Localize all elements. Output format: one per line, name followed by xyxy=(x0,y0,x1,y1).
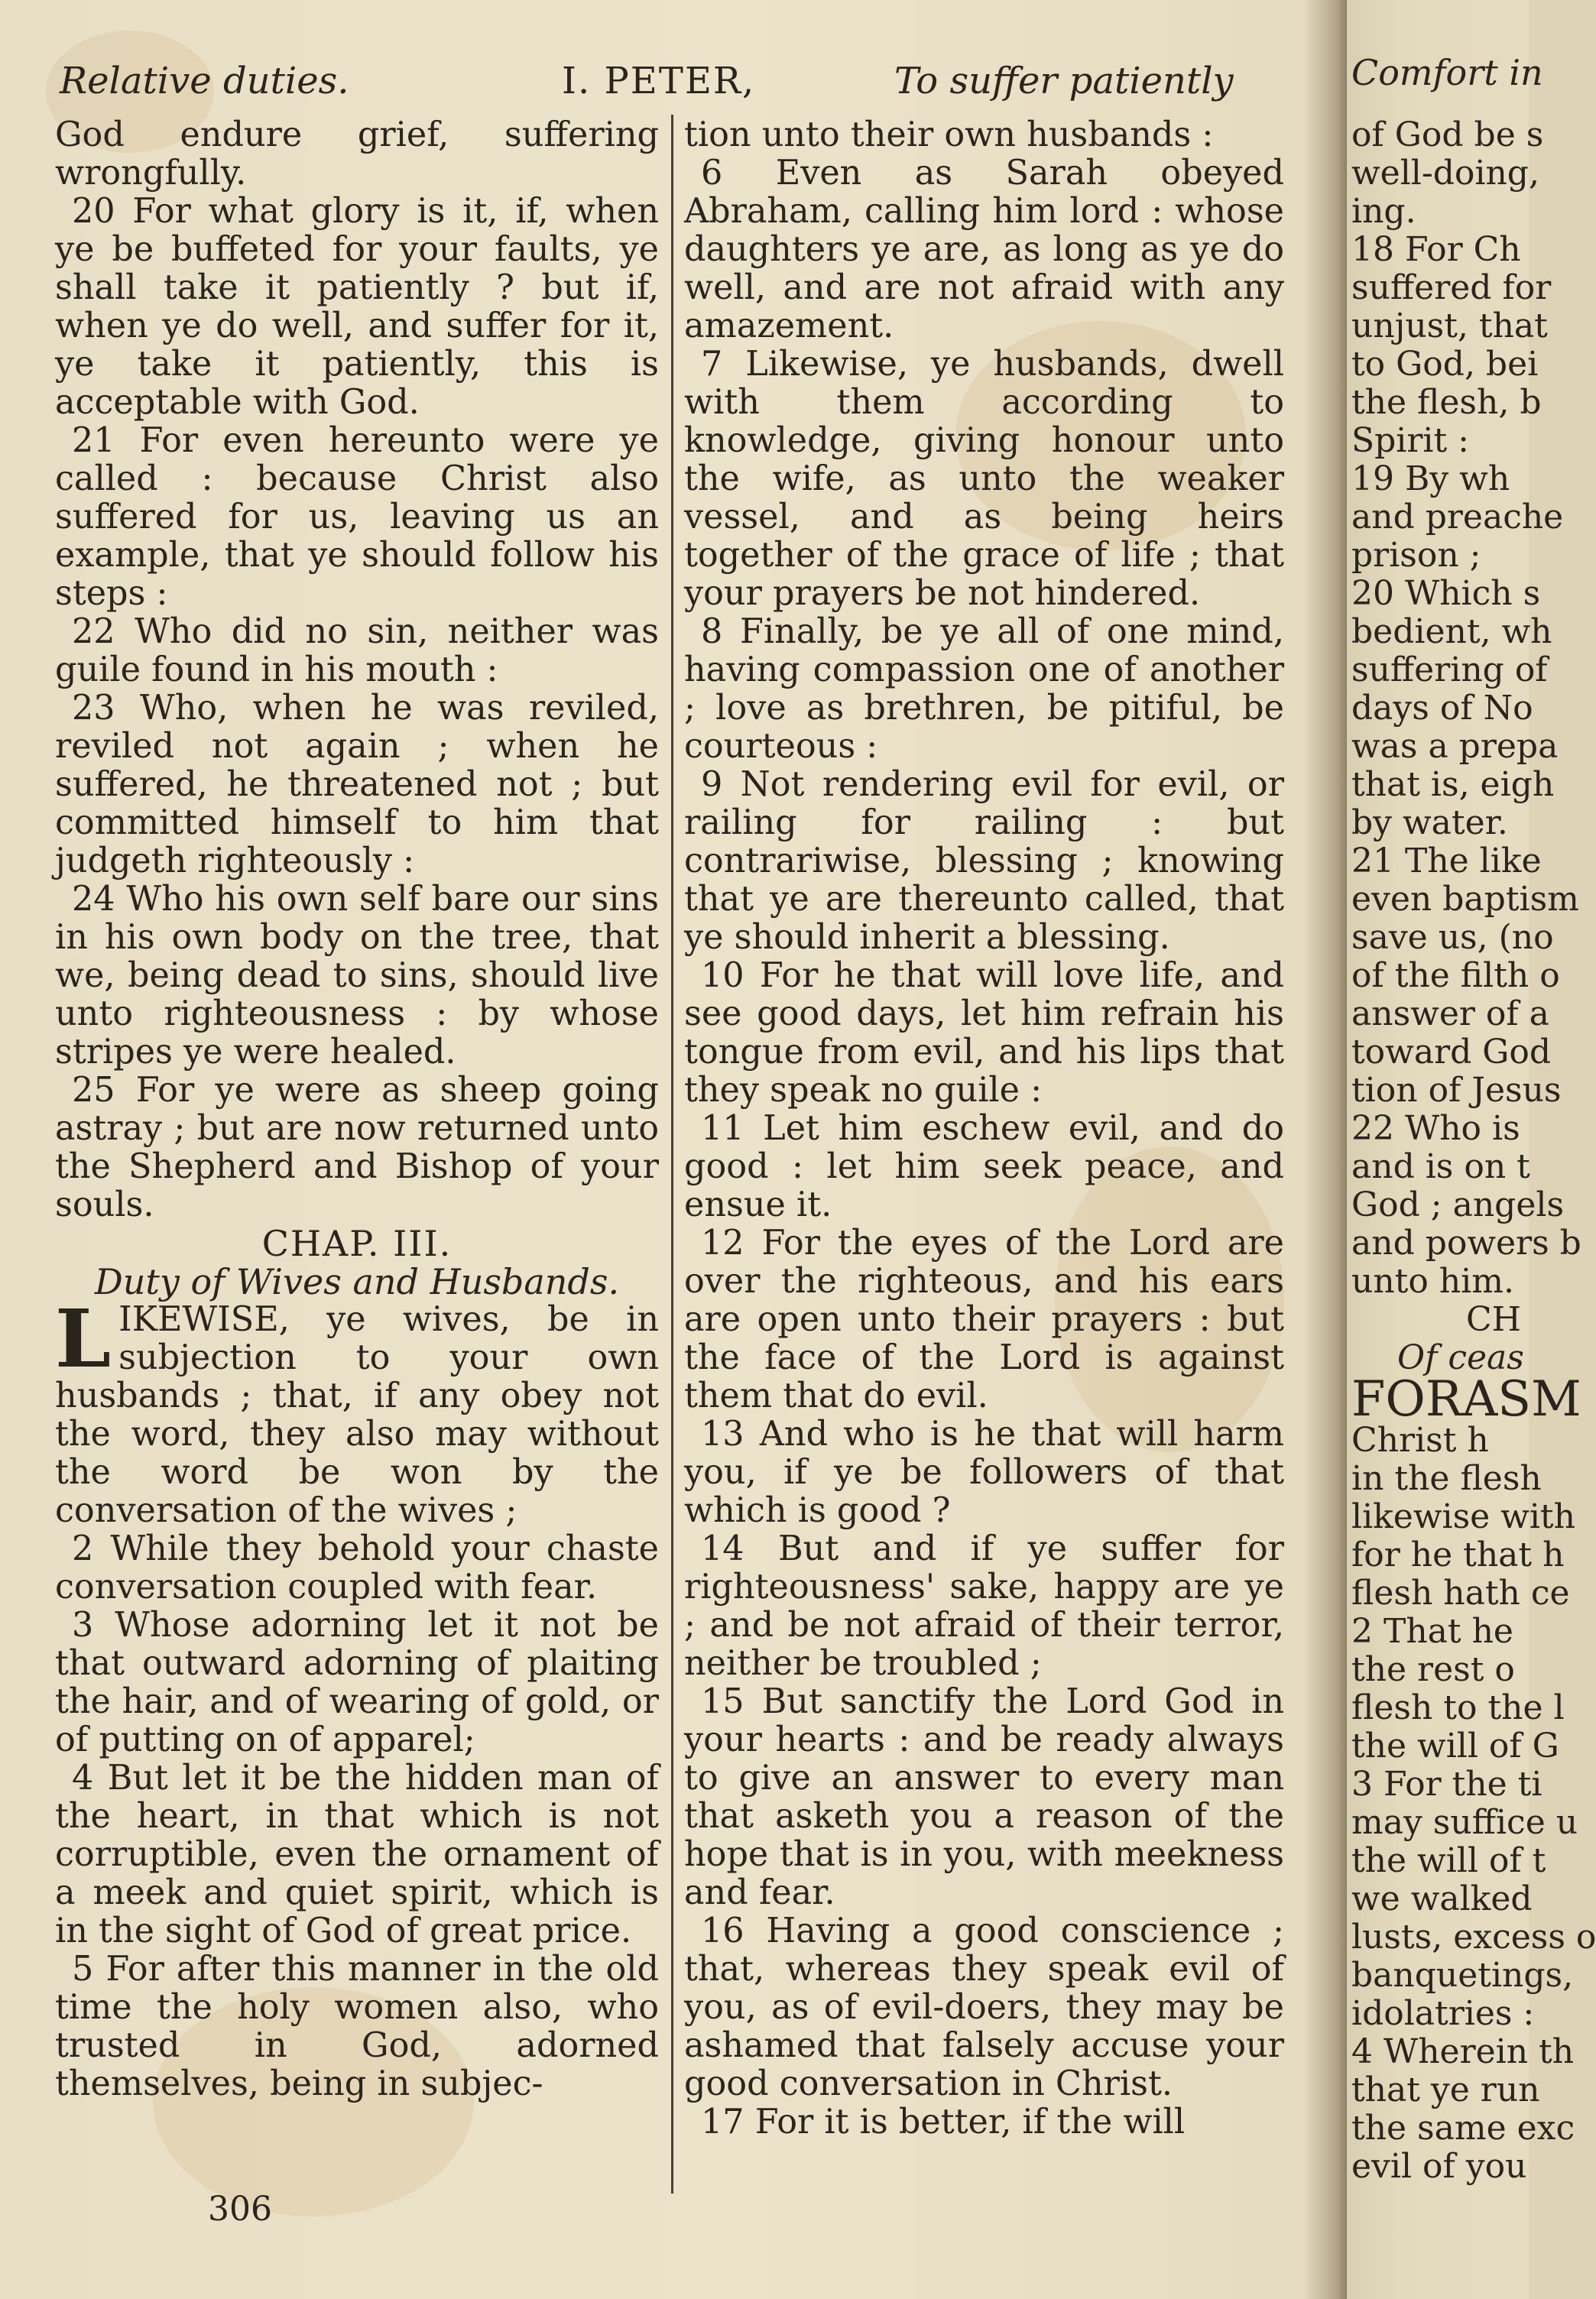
verse: 10 For he that will love life, and see good days, let him refrain his tongue from evil, and his lips that they speak no guile : xyxy=(684,956,1284,1110)
facing-page-line: bedient, wh xyxy=(1351,612,1552,651)
facing-page-line: that is, eigh xyxy=(1351,765,1555,804)
verse: 7 Likewise, ye husbands, dwell with them according to knowledge, giving honour unto the wife, as unto the weaker vessel, and as being heirs together of the grace of life ; that your prayers be not hindered. xyxy=(684,345,1284,613)
facing-page-line: Christ h xyxy=(1351,1421,1489,1460)
facing-page-line: flesh hath ce xyxy=(1351,1574,1570,1613)
facing-page-line: answer of a xyxy=(1351,994,1549,1033)
facing-page-line: toward God xyxy=(1351,1033,1552,1072)
page-gutter xyxy=(1303,0,1349,2299)
facing-page-line: may suffice u xyxy=(1351,1803,1578,1842)
verse: 16 Having a good conscience ; that, whereas they speak evil of you, as of evil-doers, they may be ashamed that falsely accuse your good conversation in Christ. xyxy=(684,1912,1284,2103)
facing-page-line: Of ceas xyxy=(1397,1338,1524,1377)
facing-page-line: even baptism xyxy=(1351,880,1579,919)
facing-page-line: for he that h xyxy=(1351,1535,1565,1574)
verse: 11 Let him eschew evil, and do good : let him seek peace, and ensue it. xyxy=(684,1109,1284,1224)
facing-page-line: the will of t xyxy=(1351,1841,1546,1880)
verse: 5 For after this manner in the old time the holy women also, who trusted in God, adorned themselves, being in subjec- xyxy=(55,1950,659,2103)
facing-page-line: the rest o xyxy=(1351,1650,1515,1689)
facing-page-line: the will of G xyxy=(1351,1727,1559,1766)
facing-page-line: lusts, excess o xyxy=(1351,1918,1596,1957)
right-column xyxy=(684,116,1284,2142)
left-column xyxy=(55,116,659,2103)
verse: 24 Who his own self bare our sins in his own body on the tree, that we, being dead to sins, should live unto righteousness : by whose stripes ye were healed. xyxy=(55,880,659,1072)
facing-page-line: unjust, that xyxy=(1351,306,1548,345)
facing-page-line: unto him. xyxy=(1351,1262,1514,1301)
running-head-book: I. PETER, xyxy=(562,60,756,102)
verse: 2 While they behold your chaste conversation coupled with fear. xyxy=(55,1529,659,1607)
verse: 9 Not rendering evil for evil, or railing for railing : but contrariwise, blessing ; knowing that ye are thereunto called, that ye should inherit a blessing. xyxy=(684,765,1284,957)
verse: 22 Who did no sin, neither was guile found in his mouth : xyxy=(55,612,659,689)
facing-page-line: 3 For the ti xyxy=(1351,1765,1542,1804)
facing-page-line: well-doing, xyxy=(1351,154,1539,193)
facing-page-line: FORASM xyxy=(1351,1371,1581,1428)
verse: 23 Who, when he was reviled, reviled not again ; when he suffered, he threatened not ; but committed himself to him that judgeth righteously : xyxy=(55,689,659,880)
facing-page-line: 19 By wh xyxy=(1351,459,1510,498)
column-rule xyxy=(671,115,673,2194)
facing-page-running-head: Comfort in xyxy=(1351,52,1543,93)
chapter-title: CHAP. III. xyxy=(261,1223,453,1264)
running-head-left: Relative duties. xyxy=(60,60,349,102)
page-number: 306 xyxy=(208,2190,272,2229)
facing-page-line: prison ; xyxy=(1351,536,1481,575)
facing-page-line: by water. xyxy=(1351,803,1508,842)
verse: 8 Finally, be ye all of one mind, having compassion one of another ; love as brethren, be pitiful, be courteous : xyxy=(684,612,1284,766)
facing-page-line: banquetings, xyxy=(1351,1956,1574,1995)
facing-page-line: flesh to the l xyxy=(1351,1688,1565,1727)
chapter-first-verse xyxy=(55,1292,659,1530)
verse: tion unto their own husbands : xyxy=(684,115,1214,154)
facing-page-line: likewise with xyxy=(1351,1497,1575,1536)
verse: 20 For what glory is it, if, when ye be buffeted for your faults, ye shall take it patiently ? but if, when ye do well, and suffer for it, ye take it patiently, this is acceptable with God. xyxy=(55,192,659,422)
facing-page-line: 20 Which s xyxy=(1351,574,1541,613)
facing-page-line: that ye run xyxy=(1351,2070,1540,2109)
facing-page-line: save us, (no xyxy=(1351,918,1554,957)
verse: 3 Whose adorning let it not be that outward adorning of plaiting the hair, and of wearing of gold, or of putting on of apparel; xyxy=(55,1606,659,1759)
facing-page-line: and powers b xyxy=(1351,1224,1581,1263)
facing-page-line: 2 That he xyxy=(1351,1612,1513,1651)
running-head-right: To suffer patiently xyxy=(894,60,1234,102)
facing-page-line: to God, bei xyxy=(1351,345,1539,384)
facing-page-line: tion of Jesus xyxy=(1351,1071,1562,1110)
facing-page-line: the same exc xyxy=(1351,2109,1575,2148)
facing-page-line: 22 Who is xyxy=(1351,1109,1520,1148)
verse: 12 For the eyes of the Lord are over the righteous, and his ears are open unto their prayers : but the face of the Lord is against them that do evil. xyxy=(684,1224,1284,1415)
facing-page-line: 21 The like xyxy=(1351,841,1542,880)
verse: 25 For ye were as sheep going astray ; but are now returned unto the Shepherd and Bishop of your souls. xyxy=(55,1071,659,1224)
facing-page-line: the flesh, b xyxy=(1351,383,1542,422)
chapter-summary: Duty of Wives and Husbands. xyxy=(94,1261,620,1302)
facing-page-line: and is on t xyxy=(1351,1147,1530,1186)
facing-page-line: in the flesh xyxy=(1351,1459,1542,1498)
verse: 14 But and if ye suffer for righteousness' sake, happy are ye ; and be not afraid of their terror, neither be troubled ; xyxy=(684,1529,1284,1683)
verse: 4 But let it be the hidden man of the heart, in that which is not corruptible, even the ornament of a meek and quiet spirit, which is in the sight of God of great price. xyxy=(55,1759,659,1950)
facing-page-line: was a prepa xyxy=(1351,727,1559,766)
facing-page-line: we walked xyxy=(1351,1879,1533,1918)
drop-cap: L xyxy=(55,1292,112,1386)
facing-page-line: CH xyxy=(1466,1300,1522,1339)
facing-page-text xyxy=(1351,115,1596,2186)
verse: 21 For even hereunto were ye called : because Christ also suffered for us, leaving us an example, that ye should follow his steps : xyxy=(55,421,659,613)
facing-page-line: suffering of xyxy=(1351,650,1548,689)
facing-page-line: days of No xyxy=(1351,689,1533,728)
verse: 6 Even as Sarah obeyed Abraham, calling him lord : whose daughters ye are, as long as ye do well, and are not afraid with any amazement. xyxy=(684,154,1284,345)
facing-page-line: of the filth o xyxy=(1351,956,1560,995)
facing-page-line: evil of you xyxy=(1351,2147,1527,2186)
verse: 15 But sanctify the Lord God in your hearts : and be ready always to give an answer to every man that asketh you a reason of the hope that is in you, with meekness and fear. xyxy=(684,1682,1284,1912)
facing-page-line: ing. xyxy=(1351,192,1416,231)
facing-page-line: 4 Wherein th xyxy=(1351,2032,1575,2071)
facing-page-line: God ; angels xyxy=(1351,1185,1565,1224)
facing-page-line: suffered for xyxy=(1351,268,1552,307)
facing-page-line: 18 For Ch xyxy=(1351,230,1521,269)
first-verse-text: IKEWISE, ye wives, be in subjection to your own husbands ; that, if any obey not the word, they also may without the word be won by the conversation of the wives ; xyxy=(55,1300,659,1530)
facing-page-line: Spirit : xyxy=(1351,421,1469,460)
verse: 17 For it is better, if the will xyxy=(701,2103,1186,2142)
verse: God endure grief, suffering wrongfully. xyxy=(55,115,659,193)
facing-page-line: of God be s xyxy=(1351,115,1544,154)
facing-page-line: idolatries : xyxy=(1351,1994,1535,2033)
verse: 13 And who is he that will harm you, if ye be followers of that which is good ? xyxy=(684,1415,1284,1530)
facing-page-line: and preache xyxy=(1351,498,1564,537)
